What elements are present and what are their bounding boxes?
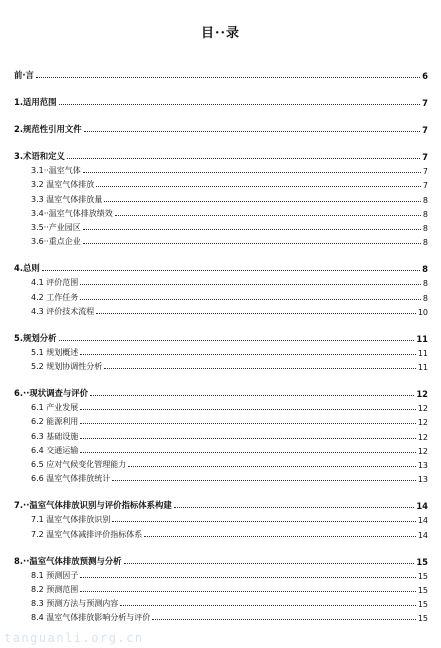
toc-entry-label: 8.3 预测方法与预测内容 [31, 599, 119, 609]
toc-page-number: 8 [422, 264, 428, 275]
toc-page-number: 14 [416, 501, 428, 512]
toc-spacer [14, 135, 428, 147]
toc-entry-label: 6.6 温室气体排放统计 [31, 474, 111, 484]
toc-page-number: 7 [422, 152, 428, 162]
toc-page-number: 8 [422, 195, 428, 205]
toc-spacer [14, 247, 428, 259]
toc-page-number: 13 [417, 475, 428, 485]
toc-leader-dots [80, 354, 416, 355]
toc-section-entry[interactable] [14, 413, 428, 427]
toc-leader-dots [80, 284, 421, 285]
toc-leader-dots [128, 466, 416, 467]
toc-leader-dots [90, 395, 414, 396]
toc-section-entry[interactable] [14, 525, 428, 539]
toc-spacer [14, 81, 428, 93]
toc-section-entry[interactable] [14, 190, 428, 204]
toc-leader-dots [104, 201, 421, 202]
toc-entry-label: 前·言 [14, 70, 34, 80]
toc-leader-dots [42, 270, 420, 271]
toc-leader-dots [83, 229, 421, 230]
toc-entry-label: 8.1 预测因子 [31, 570, 79, 580]
toc-entry-label: 4.1 评价范围 [31, 278, 79, 288]
toc-entry-label: 5.1 规划概述 [31, 347, 79, 357]
toc-page-number: 8 [422, 279, 428, 289]
toc-section-entry[interactable] [14, 470, 428, 484]
toc-page-number: 11 [417, 363, 428, 373]
toc-page-number: 8 [422, 293, 428, 303]
toc-spacer [14, 484, 428, 496]
toc-spacer [14, 372, 428, 384]
toc-entry-label: 3.3 温室气体排放量 [31, 194, 103, 204]
toc-entry-label: 3.术语和定义 [14, 151, 65, 161]
toc-page-number: 14 [417, 516, 428, 526]
toc-entry-label: 7.2 温室气体减排评价指标体系 [31, 529, 143, 539]
toc-page-number: 7 [422, 167, 428, 177]
toc-page-number: 8 [422, 209, 428, 219]
toc-spacer [14, 540, 428, 552]
toc-section-entry[interactable] [14, 358, 428, 372]
toc-leader-dots [124, 563, 415, 564]
toc-entry-label: 3.5··产业园区 [31, 222, 81, 232]
toc-leader-dots [104, 368, 416, 369]
toc-page-number: 12 [417, 446, 428, 456]
toc-section-entry[interactable] [14, 288, 428, 302]
toc-entry-label: 3.4··温室气体排放绩效 [31, 208, 113, 218]
toc-section-entry[interactable] [14, 595, 428, 609]
toc-leader-dots [83, 172, 421, 173]
toc-page-number: 7 [422, 125, 428, 135]
toc-chapter-entry[interactable] [14, 552, 428, 567]
toc-leader-dots [80, 409, 416, 410]
toc-entry-label: 6.5 应对气候变化管理能力 [31, 460, 127, 469]
toc-section-entry[interactable] [14, 162, 428, 176]
toc-entry-label: 4.2 工作任务 [31, 292, 79, 302]
toc-entry-label: 8.2 预测范围 [31, 584, 79, 594]
toc-page-number: 12 [416, 389, 428, 400]
toc-entry-label: 7.··温室气体排放识别与评价指标体系构建 [14, 500, 172, 511]
toc-entry-label: 7.1 温室气体排放识别 [31, 515, 111, 525]
table-of-contents [14, 66, 428, 623]
toc-entry-label: 5.规划分析 [14, 332, 57, 343]
watermark: tanguanli.org.cn [4, 631, 144, 645]
toc-page-number: 11 [416, 333, 428, 344]
toc-leader-dots [67, 158, 420, 159]
toc-leader-dots [120, 605, 416, 606]
toc-section-entry[interactable] [14, 344, 428, 358]
toc-page-number: 7 [422, 181, 428, 191]
toc-page-number: 10 [417, 307, 428, 317]
toc-entry-label: 3.2 温室气体排放 [31, 180, 95, 190]
toc-leader-dots [144, 536, 416, 537]
toc-page-number: 13 [417, 461, 428, 470]
toc-page-number: 15 [417, 571, 428, 581]
toc-chapter-entry[interactable] [14, 120, 428, 135]
toc-leader-dots [83, 243, 421, 244]
toc-entry-label: 3.6··重点企业 [31, 237, 81, 247]
toc-entry-label: 6.1 产业发展 [31, 403, 79, 413]
toc-leader-dots [80, 577, 416, 578]
toc-leader-dots [96, 186, 421, 187]
toc-section-entry[interactable] [14, 456, 428, 470]
toc-page-number: 14 [417, 530, 428, 540]
toc-page-number: 8 [422, 223, 428, 233]
toc-page-number: 6 [422, 71, 428, 81]
toc-page-number: 12 [417, 418, 428, 428]
toc-chapter-entry[interactable] [14, 329, 428, 344]
toc-chapter-entry[interactable] [14, 259, 428, 274]
toc-leader-dots [36, 77, 420, 78]
toc-entry-label: 2.规范性引用文件 [14, 124, 82, 134]
toc-entry-label: 1.适用范围 [14, 97, 57, 107]
toc-spacer [14, 108, 428, 120]
toc-entry-label: 6.2 能源利用 [31, 417, 79, 427]
toc-section-entry[interactable] [14, 233, 428, 247]
toc-chapter-entry[interactable] [14, 384, 428, 399]
toc-page-number: 8 [422, 238, 428, 248]
toc-entry-label: 4.3 评价技术流程 [31, 306, 95, 316]
toc-entry-label: 5.2 规划协调性分析 [31, 362, 103, 372]
toc-section-entry[interactable] [14, 399, 428, 413]
toc-leader-dots [80, 591, 416, 592]
toc-section-entry[interactable] [14, 442, 428, 456]
toc-page-number: 15 [417, 614, 428, 624]
toc-page-number: 15 [417, 585, 428, 595]
toc-page-number: 15 [416, 556, 428, 567]
toc-leader-dots [152, 619, 416, 620]
toc-leader-dots [59, 104, 421, 105]
toc-section-entry[interactable] [14, 303, 428, 317]
toc-leader-dots [80, 423, 416, 424]
toc-page-number: 11 [417, 348, 428, 358]
toc-leader-dots [80, 452, 416, 453]
toc-spacer [14, 317, 428, 329]
toc-leader-dots [174, 507, 415, 508]
toc-leader-dots [59, 340, 415, 341]
toc-leader-dots [115, 215, 421, 216]
toc-entry-label: 6.··现状调查与评价 [14, 388, 88, 399]
toc-chapter-entry[interactable] [14, 496, 428, 511]
toc-title: 目··录 [200, 26, 241, 41]
toc-leader-dots [96, 313, 416, 314]
toc-entry-label: 6.3 基础设施 [31, 431, 79, 441]
toc-section-entry[interactable] [14, 427, 428, 441]
toc-section-entry[interactable] [14, 274, 428, 288]
toc-leader-dots [80, 299, 421, 300]
toc-section-entry[interactable] [14, 609, 428, 623]
toc-section-entry[interactable] [14, 219, 428, 233]
toc-leader-dots [112, 521, 416, 522]
toc-leader-dots [80, 438, 416, 439]
toc-chapter-entry[interactable] [14, 93, 428, 108]
toc-entry-label: 3.1··温室气体 [31, 166, 81, 176]
toc-section-entry[interactable] [14, 567, 428, 581]
toc-page-number: 12 [417, 432, 428, 442]
toc-section-entry[interactable] [14, 176, 428, 190]
toc-page-number: 12 [417, 404, 428, 414]
toc-entry-label: 8.4 温室气体排放影响分析与评价 [31, 613, 151, 623]
toc-chapter-entry[interactable] [14, 66, 428, 81]
toc-section-entry[interactable] [14, 581, 428, 595]
toc-leader-dots [84, 131, 421, 132]
toc-entry-label: 8.··温室气体排放预测与分析 [14, 555, 122, 566]
toc-section-entry[interactable] [14, 511, 428, 525]
toc-page-number: 15 [417, 600, 428, 610]
toc-entry-label: 6.4 交通运输 [31, 445, 79, 455]
toc-leader-dots [112, 480, 416, 481]
toc-entry-label: 4.总则 [14, 263, 40, 274]
toc-page-number: 7 [422, 98, 428, 108]
toc-section-entry[interactable] [14, 205, 428, 219]
toc-chapter-entry[interactable] [14, 147, 428, 162]
